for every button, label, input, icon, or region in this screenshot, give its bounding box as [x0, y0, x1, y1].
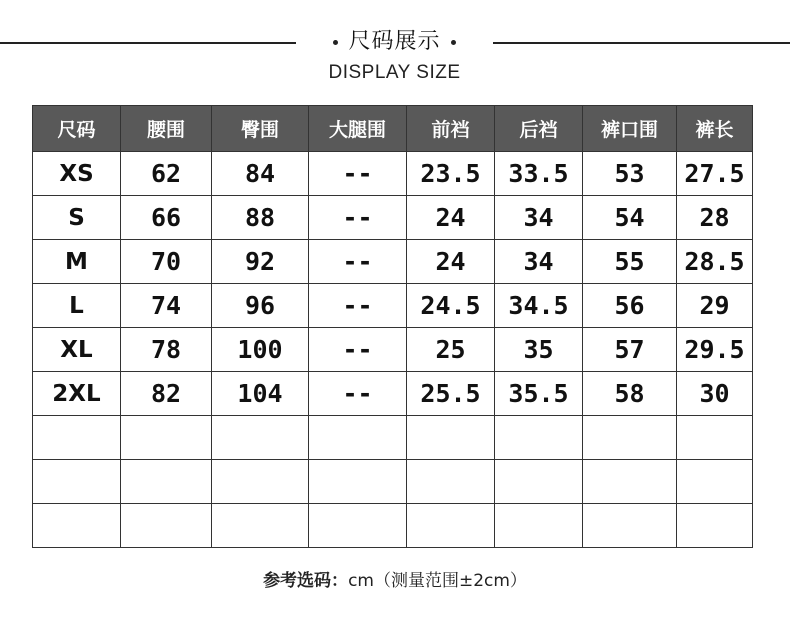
note-label: 参考选码： [263, 571, 349, 591]
table-cell: 88 [212, 196, 309, 240]
column-header-front-rise: 前裆 [407, 106, 495, 152]
empty-cell [407, 460, 495, 504]
table-row [33, 328, 753, 372]
table-cell: 24 [407, 240, 495, 284]
empty-cell [407, 416, 495, 460]
table-row [33, 196, 753, 240]
empty-cell [121, 460, 212, 504]
table-cell: -- [309, 372, 407, 416]
column-header-waist: 腰围 [121, 106, 212, 152]
table-cell: 78 [121, 328, 212, 372]
measurement-note [0, 566, 790, 591]
note-text: cm（测量范围±2cm） [348, 571, 527, 591]
table-cell: 27.5 [677, 152, 753, 196]
table-cell: 29 [677, 284, 753, 328]
table-cell: -- [309, 240, 407, 284]
table-row [33, 240, 753, 284]
table-cell: -- [309, 152, 407, 196]
section-header [0, 0, 790, 100]
empty-cell [495, 504, 583, 548]
table-cell: 62 [121, 152, 212, 196]
empty-cell [495, 460, 583, 504]
table-cell: 24 [407, 196, 495, 240]
table-cell: 104 [212, 372, 309, 416]
section-title-text: 尺码展示 [348, 29, 441, 54]
table-cell: 28.5 [677, 240, 753, 284]
empty-cell [212, 416, 309, 460]
column-header-leg-opening: 裤口围 [583, 106, 677, 152]
table-cell: 34 [495, 196, 583, 240]
size-cell: S [33, 196, 121, 240]
table-cell: 25 [407, 328, 495, 372]
empty-cell [309, 460, 407, 504]
size-chart-table [32, 105, 753, 548]
table-cell: 74 [121, 284, 212, 328]
table-cell: 96 [212, 284, 309, 328]
table-cell: 29.5 [677, 328, 753, 372]
table-cell: 57 [583, 328, 677, 372]
section-subtitle: DISPLAY SIZE [328, 62, 461, 83]
column-header-length: 裤长 [677, 106, 753, 152]
empty-cell [309, 416, 407, 460]
table-cell: 35.5 [495, 372, 583, 416]
empty-cell [121, 416, 212, 460]
column-header-size: 尺码 [33, 106, 121, 152]
table-cell: 92 [212, 240, 309, 284]
table-cell: 70 [121, 240, 212, 284]
table-cell: 34.5 [495, 284, 583, 328]
empty-table-row [33, 504, 753, 548]
table-cell: 66 [121, 196, 212, 240]
empty-cell [677, 504, 753, 548]
empty-cell [583, 416, 677, 460]
header-rule-left [0, 42, 296, 44]
table-row [33, 372, 753, 416]
size-cell: XL [33, 328, 121, 372]
empty-cell [407, 504, 495, 548]
column-header-hip: 臀围 [212, 106, 309, 152]
column-header-thigh: 大腿围 [309, 106, 407, 152]
table-cell: -- [309, 284, 407, 328]
column-header-back-rise: 后裆 [495, 106, 583, 152]
table-cell: -- [309, 196, 407, 240]
table-cell: 34 [495, 240, 583, 284]
empty-cell [677, 416, 753, 460]
section-title [296, 24, 493, 55]
table-cell: 33.5 [495, 152, 583, 196]
table-cell: 58 [583, 372, 677, 416]
table-cell: 28 [677, 196, 753, 240]
empty-cell [583, 504, 677, 548]
table-cell: 25.5 [407, 372, 495, 416]
table-cell: 24.5 [407, 284, 495, 328]
table-cell: 84 [212, 152, 309, 196]
table-cell: 55 [583, 240, 677, 284]
size-cell: 2XL [33, 372, 121, 416]
empty-cell [212, 460, 309, 504]
table-cell: 54 [583, 196, 677, 240]
empty-cell [33, 460, 121, 504]
dot-icon [333, 40, 338, 45]
empty-table-row [33, 460, 753, 504]
empty-cell [495, 416, 583, 460]
table-cell: 35 [495, 328, 583, 372]
empty-cell [33, 504, 121, 548]
table-cell: 100 [212, 328, 309, 372]
table-row [33, 152, 753, 196]
table-cell: 30 [677, 372, 753, 416]
empty-cell [677, 460, 753, 504]
table-cell: -- [309, 328, 407, 372]
header-rule-right [493, 42, 790, 44]
size-cell: M [33, 240, 121, 284]
empty-cell [121, 504, 212, 548]
table-header-row [33, 106, 753, 152]
table-row [33, 284, 753, 328]
table-cell: 23.5 [407, 152, 495, 196]
table-cell: 56 [583, 284, 677, 328]
dot-icon [451, 40, 456, 45]
empty-cell [33, 416, 121, 460]
size-cell: L [33, 284, 121, 328]
empty-cell [309, 504, 407, 548]
table-cell: 82 [121, 372, 212, 416]
empty-table-row [33, 416, 753, 460]
size-cell: XS [33, 152, 121, 196]
table-cell: 53 [583, 152, 677, 196]
empty-cell [583, 460, 677, 504]
empty-cell [212, 504, 309, 548]
